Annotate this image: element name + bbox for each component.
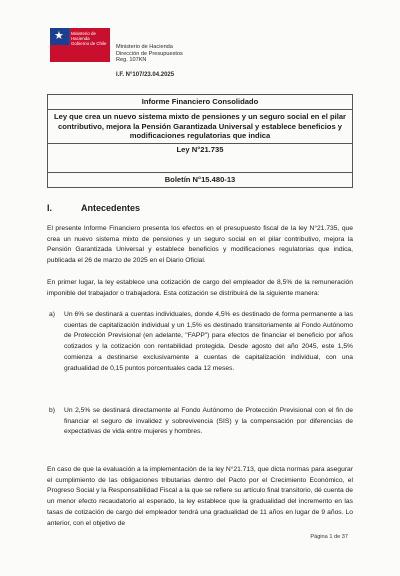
paragraph-contribution: En primer lugar, la ley establece una cotización de cargo del empleador de 8,5% de la remuneración imponible del trabajador o trabajadora. Esta cotización se distribuirá de la siguiente manera: (47, 279, 353, 297)
list-item (47, 310, 353, 374)
chile-flag-icon: ★ (50, 28, 69, 62)
report-reference: I.F. N°107/23.04.2025 (116, 72, 175, 78)
government-logo (50, 28, 110, 62)
distribution-list (47, 310, 353, 374)
ministry-line: Dirección de Presupuestos (116, 50, 183, 57)
report-header-box (47, 94, 353, 188)
report-title: Informe Financiero Consolidado (141, 97, 259, 106)
logo-text: Ministerio de Hacienda Gobierno de Chile (69, 28, 110, 62)
ministry-line: Reg. 107KN (116, 57, 147, 64)
paragraph-intro: El presente Informe Financiero presenta los efectos en el presupuesto fiscal de la ley N°21.735, que crea un nuevo sistema mixto de pensiones y un seguro social en el pilar contributivo, mejora la Pensión Garantizada Universal y establece beneficios y modificaciones regulatorias que indica, publicada el 26 de marzo de 2025 en el Diario Oficial. (47, 225, 353, 265)
distribution-list (47, 406, 353, 438)
paragraph-evaluation: En caso de que la evaluación a la implementación de la ley N°21.713, que dicta normas para asegurar el cumplimiento de las obligaciones tributarias dentro del Pacto por el Crecimiento Económico, el Progreso Social y la Responsabilidad Fiscal a la que se refiere su artículo final transitorio, dé cuenta de un menor efecto recaudatorio al esperado, la ley establece que la gradualidad del incremento en las tasas de cotización de cargo del empleador tendrá una gradualidad de 11 años en lugar de 9 años. Lo anterior, con el objetivo de (47, 466, 353, 527)
law-number: Ley N°21.735 (176, 145, 224, 154)
list-marker: b) (49, 407, 55, 414)
page-number: Página 1 de 37 (310, 534, 348, 540)
list-item-text: Un 2,5% se destinará directamente al Fondo Autónomo de Protección Previsional con el fin de financiar el seguro de invalidez y sobrevivencia (SIS) y la compensación por diferencias de expectativas de vida entre mujeres y hombres. (64, 407, 353, 436)
section-title: Antecedentes (81, 203, 141, 213)
list-item-text: Un 6% se destinará a cuentas individuales, donde 4,5% es destinado de forma permanente a las cuentas de capitalización individual y un 1,5% es destinado transitoriamente al Fondo Autónomo de Protección Previsional (en adelante, "FAPP") para efectos de financiar el beneficio por años cotizados y la cotización con rentabilidad protegida. Desde agosto del año 2045, este 1,5% comienza a destinarse exclusivamente a cuentas de capitalización individual, con una gradualidad de 0,15 puntos porcentuales cada 12 meses. (64, 311, 353, 372)
section-number: I. (47, 203, 53, 213)
list-item (47, 406, 353, 438)
report-subtitle: Ley que crea un nuevo sistema mixto de pensiones y un seguro social en el pilar contributivo, mejora la Pensión Garantizada Universal y establece beneficios y modificaciones regulatorias que indica (53, 112, 347, 141)
list-marker: a) (49, 311, 55, 318)
ministry-line: Ministerio de Hacienda (116, 44, 173, 50)
bulletin-number: Boletín N°15.480-13 (164, 175, 236, 184)
section-heading (47, 203, 353, 213)
ministry-block (116, 44, 183, 64)
